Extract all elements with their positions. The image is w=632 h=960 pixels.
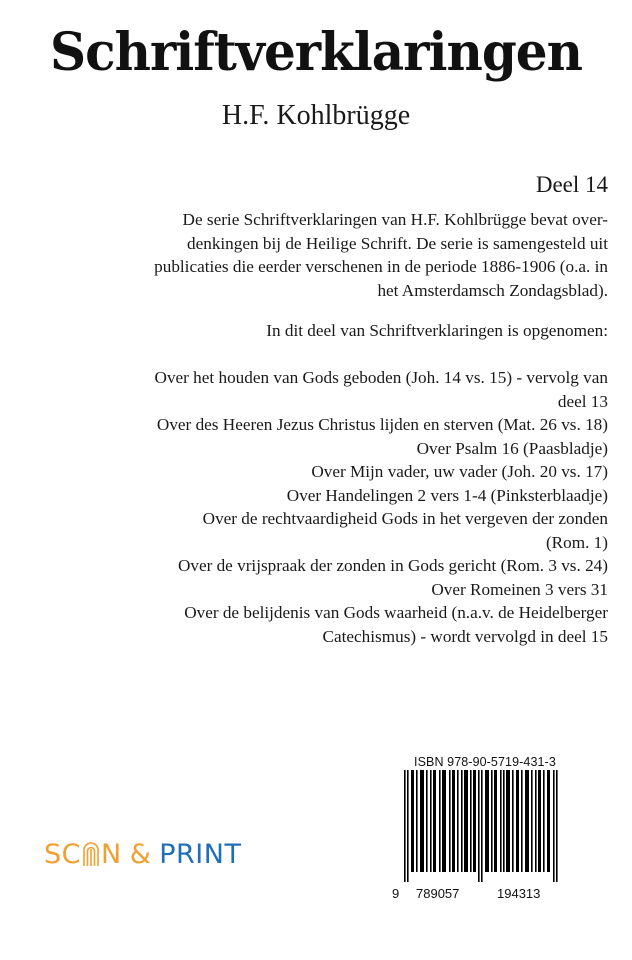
contents-item: Over de rechtvaardigheid Gods in het vergeven der zonden bbox=[202, 509, 608, 528]
contents-item: deel 13 bbox=[557, 391, 608, 411]
contents-item: Over de vrijspraak der zonden in Gods gericht (Rom. 3 vs. 24) bbox=[177, 556, 608, 575]
series-description bbox=[48, 208, 608, 302]
book-arch-icon bbox=[82, 841, 100, 867]
volume-number: Deel 14 bbox=[535, 172, 608, 197]
description-line: publicaties die eerder verschenen in de periode 1886-1906 (o.a. in bbox=[154, 257, 608, 276]
contents-list bbox=[38, 366, 608, 648]
contents-item: Over Mijn vader, uw vader (Joh. 20 vs. 17) bbox=[311, 462, 608, 481]
description-line: denkingen bij de Heilige Schrift. De serie is samengesteld uit bbox=[187, 233, 608, 253]
barcode-icon bbox=[402, 770, 562, 882]
contents-item: Over Romeinen 3 vers 31 bbox=[431, 579, 608, 599]
contents-item: Catechismus) - wordt vervolgd in deel 15 bbox=[322, 626, 608, 646]
logo-ampersand: & bbox=[129, 838, 152, 870]
contents-item: Over de belijdenis van Gods waarheid (n.a.v. de Heidelberger bbox=[184, 603, 608, 622]
contents-item: Over des Heeren Jezus Christus lijden en sterven (Mat. 26 vs. 18) bbox=[156, 415, 608, 434]
isbn-label: ISBN 978-90-5719-431-3 bbox=[414, 755, 556, 769]
barcode-digit-lead: 9 bbox=[392, 886, 400, 901]
series-title: Schriftverklaringen bbox=[50, 20, 582, 83]
barcode-digits-right: 194313 bbox=[497, 886, 541, 901]
description-line: het Amsterdamsch Zondagsblad). bbox=[377, 280, 608, 300]
barcode-digits-left: 789057 bbox=[416, 886, 460, 901]
logo-text-sc: SC bbox=[44, 838, 81, 870]
description-line: De serie Schriftverklaringen van H.F. Kohlbrügge bevat over- bbox=[182, 210, 608, 229]
contents-item: Over het houden van Gods geboden (Joh. 14 vs. 15) - vervolg van bbox=[154, 368, 608, 387]
contents-intro: In dit deel van Schriftverklaringen is opgenomen: bbox=[266, 321, 608, 340]
contents-item: Over Handelingen 2 vers 1-4 (Pinksterblaadje) bbox=[286, 485, 608, 505]
logo-text-print: PRINT bbox=[159, 838, 242, 870]
publisher-logo bbox=[44, 837, 241, 871]
contents-item: (Rom. 1) bbox=[545, 532, 608, 552]
author-name: H.F. Kohlbrügge bbox=[221, 100, 411, 131]
logo-text-n: N bbox=[101, 838, 122, 870]
contents-item: Over Psalm 16 (Paasbladje) bbox=[416, 438, 608, 458]
